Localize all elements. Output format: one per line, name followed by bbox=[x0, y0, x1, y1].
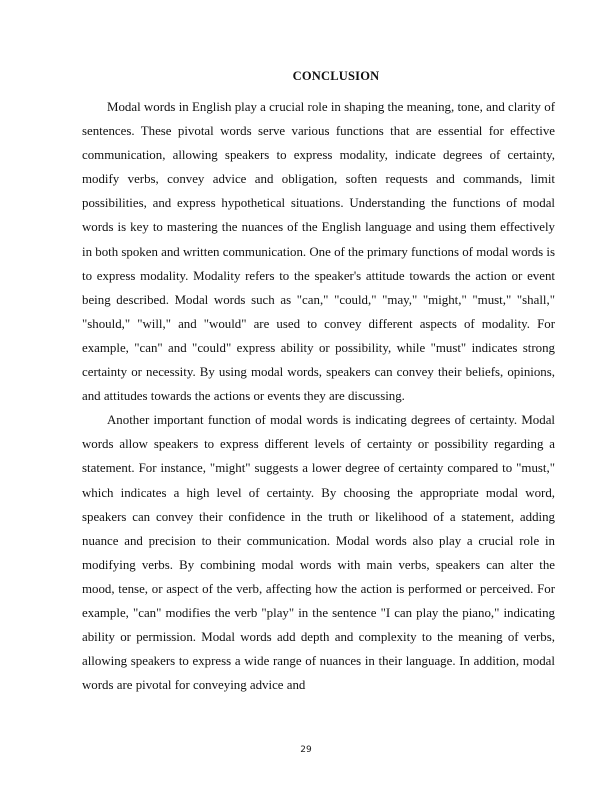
paragraph-2: Another important function of modal words is indicating degrees of certainty. Modal words allow speakers to express different levels of certainty or possibility regarding a statement. For instance, "might" suggests a lower degree of certainty compared to "must," which indicates a high level of certainty. By choosing the appropriate modal word, speakers can convey their confidence in the truth or likelihood of a statement, adding nuance and precision to their communication. Modal words also play a crucial role in modifying verbs. By combining modal words with main verbs, speakers can alter the mood, tense, or aspect of the verb, affecting how the action is performed or perceived. For example, "can" modifies the verb "play" in the sentence "I can play the piano," indicating ability or permission. Modal words add depth and complexity to the meaning of verbs, allowing speakers to express a wide range of nuances in their language. In addition, modal words are pivotal for conveying advice and bbox=[82, 413, 555, 693]
paragraph-1: Modal words in English play a crucial role in shaping the meaning, tone, and clarity of sentences. These pivotal words serve various functions that are essential for effective communication, allowing speakers to express modality, indicate degrees of certainty, modify verbs, convey advice and obligation, soften requests and commands, limit possibilities, and express hypothetical situations. Understanding the functions of modal words is key to mastering the nuances of the English language and using them effectively in both spoken and written communication. One of the primary functions of modal words is to express modality. Modality refers to the speaker's attitude towards the action or event being described. Modal words such as "can," "could," "may," "might," "must," "shall," "should," "will," and "would" are used to convey different aspects of modality. For example, "can" and "could" express ability or possibility, while "must" indicates strong certainty or necessity. By using modal words, speakers can convey their beliefs, opinions, and attitudes towards the actions or events they are discussing. bbox=[82, 100, 555, 404]
body-text bbox=[82, 95, 555, 697]
page-number: 29 bbox=[300, 745, 312, 755]
page-title: CONCLUSION bbox=[292, 69, 380, 83]
